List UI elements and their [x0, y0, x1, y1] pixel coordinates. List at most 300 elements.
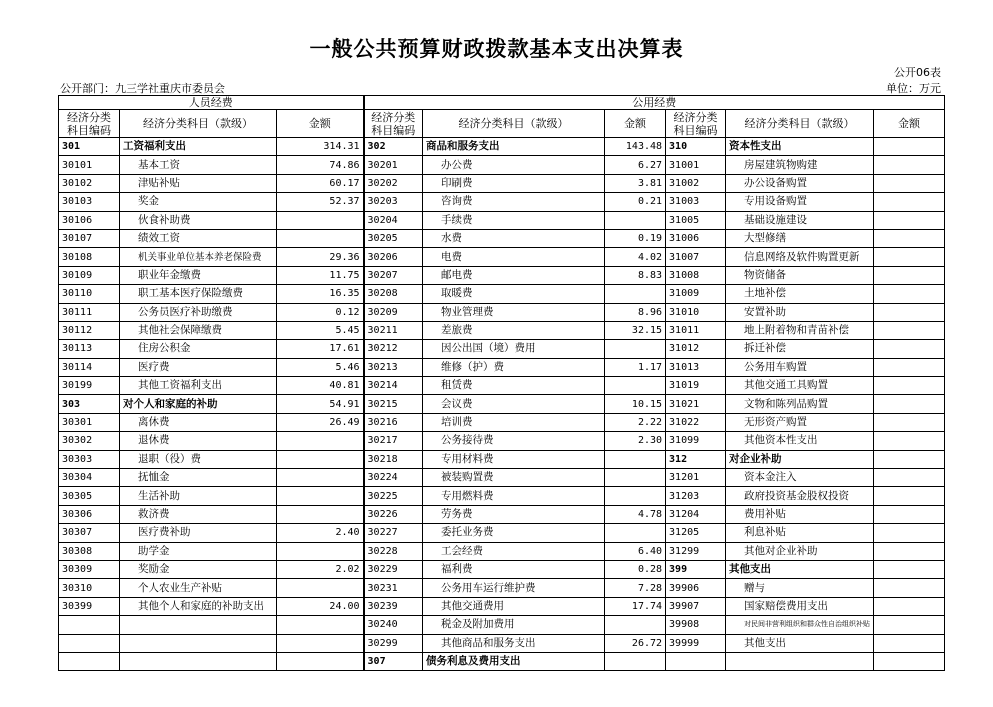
item-code: 310: [666, 138, 726, 156]
item-name: 抚恤金: [120, 469, 277, 487]
table-row: [59, 358, 945, 376]
table-row: [59, 487, 945, 505]
item-name: 水费: [423, 229, 605, 247]
item-name: [120, 634, 277, 652]
item-code: 30109: [59, 266, 120, 284]
item-name: 利息补贴: [726, 524, 874, 542]
item-name: 资本性支出: [726, 138, 874, 156]
item-amount: 0.28: [605, 560, 666, 578]
item-name: 其他工资福利支出: [120, 377, 277, 395]
item-amount: 11.75: [277, 266, 364, 284]
item-name: 专用材料费: [423, 450, 605, 468]
item-amount: 26.72: [605, 634, 666, 652]
item-code: 30228: [364, 542, 423, 560]
item-amount: [874, 450, 945, 468]
table-row: [59, 579, 945, 597]
item-code: 30301: [59, 413, 120, 431]
item-amount: 2.22: [605, 413, 666, 431]
item-name: 委托业务费: [423, 524, 605, 542]
item-name: 职工基本医疗保险缴费: [120, 285, 277, 303]
table-row: [59, 597, 945, 615]
item-amount: [874, 156, 945, 174]
item-name: 信息网络及软件购置更新: [726, 248, 874, 266]
item-amount: [277, 505, 364, 523]
item-amount: [277, 211, 364, 229]
item-code: 30217: [364, 432, 423, 450]
item-name: 国家赔偿费用支出: [726, 597, 874, 615]
item-amount: [874, 413, 945, 431]
item-name: 医疗费: [120, 358, 277, 376]
item-name: 其他交通费用: [423, 597, 605, 615]
item-amount: 6.27: [605, 156, 666, 174]
table-row: [59, 321, 945, 339]
item-name: 退休费: [120, 432, 277, 450]
item-amount: [874, 285, 945, 303]
item-code: 31299: [666, 542, 726, 560]
item-code: 307: [364, 652, 423, 670]
table-row: [59, 285, 945, 303]
item-code: 30310: [59, 579, 120, 597]
item-amount: 4.02: [605, 248, 666, 266]
item-code: 31009: [666, 285, 726, 303]
item-code: 30308: [59, 542, 120, 560]
item-code: 30304: [59, 469, 120, 487]
item-name: 医疗费补助: [120, 524, 277, 542]
item-amount: [277, 616, 364, 634]
table-row: [59, 138, 945, 156]
item-amount: 8.96: [605, 303, 666, 321]
item-amount: [874, 597, 945, 615]
unit-label: 单位：万元: [886, 82, 941, 95]
item-name: 离休费: [120, 413, 277, 431]
item-name: 维修（护）费: [423, 358, 605, 376]
expenditure-table: [58, 95, 945, 671]
item-code: 301: [59, 138, 120, 156]
item-code: 303: [59, 395, 120, 413]
item-code: 31010: [666, 303, 726, 321]
item-amount: [277, 652, 364, 670]
item-name: 会议费: [423, 395, 605, 413]
item-name: 基础设施建设: [726, 211, 874, 229]
item-code: 30399: [59, 597, 120, 615]
form-number: 公开06表: [894, 66, 941, 79]
item-name: 其他交通工具购置: [726, 377, 874, 395]
item-code: 30231: [364, 579, 423, 597]
table-row: [59, 303, 945, 321]
item-amount: [874, 193, 945, 211]
item-code: 30206: [364, 248, 423, 266]
item-name: 物业管理费: [423, 303, 605, 321]
item-code: 30112: [59, 321, 120, 339]
item-name: 邮电费: [423, 266, 605, 284]
item-amount: [874, 340, 945, 358]
item-name: 伙食补助费: [120, 211, 277, 229]
item-code: 39908: [666, 616, 726, 634]
item-code: 31205: [666, 524, 726, 542]
item-code: 30113: [59, 340, 120, 358]
item-amount: [874, 652, 945, 670]
table-row: [59, 248, 945, 266]
item-name: 文物和陈列品购置: [726, 395, 874, 413]
item-amount: [874, 321, 945, 339]
item-name: 办公费: [423, 156, 605, 174]
item-amount: [605, 340, 666, 358]
item-name: 对民间非营利组织和群众性自治组织补贴: [726, 616, 874, 634]
item-code: 30307: [59, 524, 120, 542]
item-code: 30213: [364, 358, 423, 376]
item-name: 公务用车购置: [726, 358, 874, 376]
item-amount: 32.15: [605, 321, 666, 339]
item-code: 30201: [364, 156, 423, 174]
item-amount: [605, 487, 666, 505]
code-header: 经济分类科目编码: [666, 110, 726, 138]
item-amount: [605, 285, 666, 303]
item-name: 绩效工资: [120, 229, 277, 247]
item-amount: [605, 377, 666, 395]
item-code: 31001: [666, 156, 726, 174]
item-amount: 143.48: [605, 138, 666, 156]
table-row: [59, 524, 945, 542]
item-amount: 60.17: [277, 174, 364, 192]
item-amount: 52.37: [277, 193, 364, 211]
item-amount: [277, 432, 364, 450]
item-amount: [874, 505, 945, 523]
item-name: 救济费: [120, 505, 277, 523]
item-code: 302: [364, 138, 423, 156]
item-code: 31011: [666, 321, 726, 339]
item-name: 咨询费: [423, 193, 605, 211]
item-code: 39907: [666, 597, 726, 615]
item-amount: [874, 266, 945, 284]
item-name: 电费: [423, 248, 605, 266]
item-name: 因公出国（境）费用: [423, 340, 605, 358]
amount-header: 金额: [605, 110, 666, 138]
item-amount: 26.49: [277, 413, 364, 431]
item-amount: 10.15: [605, 395, 666, 413]
item-code: 31204: [666, 505, 726, 523]
item-amount: [874, 469, 945, 487]
item-code: 31007: [666, 248, 726, 266]
item-amount: 17.74: [605, 597, 666, 615]
item-name: 无形资产购置: [726, 413, 874, 431]
item-name: 奖励金: [120, 560, 277, 578]
item-code: 31022: [666, 413, 726, 431]
item-name: 工资福利支出: [120, 138, 277, 156]
item-code: 31005: [666, 211, 726, 229]
item-name: 住房公积金: [120, 340, 277, 358]
item-code: 30216: [364, 413, 423, 431]
item-code: 30205: [364, 229, 423, 247]
code-header: 经济分类科目编码: [364, 110, 423, 138]
item-amount: 29.36: [277, 248, 364, 266]
item-code: 31099: [666, 432, 726, 450]
item-name: 手续费: [423, 211, 605, 229]
item-code: 30303: [59, 450, 120, 468]
item-amount: 314.31: [277, 138, 364, 156]
item-name: 奖金: [120, 193, 277, 211]
item-name: 安置补助: [726, 303, 874, 321]
table-row: [59, 542, 945, 560]
item-amount: [874, 358, 945, 376]
table-row: [59, 616, 945, 634]
item-code: 31201: [666, 469, 726, 487]
item-name: 资本金注入: [726, 469, 874, 487]
table-row: [59, 560, 945, 578]
item-code: 30101: [59, 156, 120, 174]
item-name: 印刷费: [423, 174, 605, 192]
item-name: 赠与: [726, 579, 874, 597]
item-amount: [874, 303, 945, 321]
item-code: 30212: [364, 340, 423, 358]
item-name: [120, 616, 277, 634]
item-code: 30240: [364, 616, 423, 634]
item-code: 31003: [666, 193, 726, 211]
item-amount: [874, 432, 945, 450]
item-name: 公务接待费: [423, 432, 605, 450]
item-name: 取暖费: [423, 285, 605, 303]
item-name: 地上附着物和青苗补偿: [726, 321, 874, 339]
item-name: [120, 652, 277, 670]
item-name: 助学金: [120, 542, 277, 560]
table-row: [59, 395, 945, 413]
item-amount: [605, 524, 666, 542]
item-code: 31013: [666, 358, 726, 376]
item-amount: [874, 487, 945, 505]
item-amount: [874, 634, 945, 652]
item-code: 30302: [59, 432, 120, 450]
department-label: 公开部门：九三学社重庆市委员会: [60, 82, 225, 95]
item-amount: [605, 652, 666, 670]
item-code: 30110: [59, 285, 120, 303]
item-name: 工会经费: [423, 542, 605, 560]
item-name: 劳务费: [423, 505, 605, 523]
item-code: 39906: [666, 579, 726, 597]
item-code: 30305: [59, 487, 120, 505]
item-code: 30215: [364, 395, 423, 413]
item-name: 职业年金缴费: [120, 266, 277, 284]
item-code: 30224: [364, 469, 423, 487]
item-name: 物资储备: [726, 266, 874, 284]
item-name: 其他个人和家庭的补助支出: [120, 597, 277, 615]
item-amount: [277, 487, 364, 505]
item-code: [666, 652, 726, 670]
item-amount: 2.40: [277, 524, 364, 542]
table-row: [59, 432, 945, 450]
table-row: [59, 174, 945, 192]
item-name: 其他资本性支出: [726, 432, 874, 450]
item-name: 专用设备购置: [726, 193, 874, 211]
item-code: 30114: [59, 358, 120, 376]
table-row: [59, 413, 945, 431]
item-amount: 4.78: [605, 505, 666, 523]
item-amount: 2.30: [605, 432, 666, 450]
item-amount: [874, 211, 945, 229]
item-amount: 16.35: [277, 285, 364, 303]
table-row: [59, 505, 945, 523]
item-amount: [277, 542, 364, 560]
item-name: 生活补助: [120, 487, 277, 505]
item-name: 大型修缮: [726, 229, 874, 247]
item-code: 31012: [666, 340, 726, 358]
item-amount: [874, 524, 945, 542]
table-row: [59, 340, 945, 358]
item-amount: [874, 395, 945, 413]
item-name: 基本工资: [120, 156, 277, 174]
header-column-row: [59, 110, 945, 138]
item-code: 30107: [59, 229, 120, 247]
item-code: 30203: [364, 193, 423, 211]
item-code: 30209: [364, 303, 423, 321]
page-title: 一般公共预算财政拨款基本支出决算表: [309, 36, 684, 61]
table-row: [59, 377, 945, 395]
table-row: [59, 266, 945, 284]
item-amount: [277, 229, 364, 247]
personnel-header: 人员经费: [59, 96, 364, 110]
item-code: 31019: [666, 377, 726, 395]
item-code: 399: [666, 560, 726, 578]
item-amount: [874, 616, 945, 634]
item-amount: [874, 229, 945, 247]
item-code: 30239: [364, 597, 423, 615]
table-row: [59, 211, 945, 229]
item-amount: [605, 616, 666, 634]
item-name: 其他社会保障缴费: [120, 321, 277, 339]
item-amount: 1.17: [605, 358, 666, 376]
item-name: 对企业补助: [726, 450, 874, 468]
item-amount: [874, 377, 945, 395]
item-amount: [605, 450, 666, 468]
header-group-row: [59, 96, 945, 110]
item-name: 税金及附加费用: [423, 616, 605, 634]
item-code: 30214: [364, 377, 423, 395]
table-row: [59, 193, 945, 211]
item-amount: [277, 469, 364, 487]
table-row: [59, 229, 945, 247]
item-code: 39999: [666, 634, 726, 652]
item-amount: 5.45: [277, 321, 364, 339]
item-code: 30106: [59, 211, 120, 229]
item-name: 专用燃料费: [423, 487, 605, 505]
code-header: 经济分类科目编码: [59, 110, 120, 138]
table-row: [59, 634, 945, 652]
item-name: 机关事业单位基本养老保险费: [120, 248, 277, 266]
item-code: 30299: [364, 634, 423, 652]
item-amount: [277, 579, 364, 597]
item-amount: 7.28: [605, 579, 666, 597]
item-amount: 40.81: [277, 377, 364, 395]
item-name: 其他支出: [726, 560, 874, 578]
name-header: 经济分类科目（款级）: [726, 110, 874, 138]
item-name: 其他商品和服务支出: [423, 634, 605, 652]
amount-header: 金额: [277, 110, 364, 138]
item-code: 30204: [364, 211, 423, 229]
item-code: [59, 634, 120, 652]
item-code: [59, 616, 120, 634]
item-amount: 74.86: [277, 156, 364, 174]
item-code: 30229: [364, 560, 423, 578]
item-name: 公务员医疗补助缴费: [120, 303, 277, 321]
item-name: 债务利息及费用支出: [423, 652, 605, 670]
item-code: 30199: [59, 377, 120, 395]
item-code: 30103: [59, 193, 120, 211]
item-code: 30208: [364, 285, 423, 303]
item-name: 被装购置费: [423, 469, 605, 487]
item-name: 津贴补贴: [120, 174, 277, 192]
name-header: 经济分类科目（款级）: [423, 110, 605, 138]
item-name: 房屋建筑物购建: [726, 156, 874, 174]
item-name: 培训费: [423, 413, 605, 431]
item-name: 租赁费: [423, 377, 605, 395]
item-code: 31002: [666, 174, 726, 192]
item-name: 土地补偿: [726, 285, 874, 303]
item-code: 31203: [666, 487, 726, 505]
item-amount: 0.19: [605, 229, 666, 247]
item-amount: [874, 138, 945, 156]
item-name: [726, 652, 874, 670]
item-amount: 0.12: [277, 303, 364, 321]
item-code: 30306: [59, 505, 120, 523]
item-amount: 3.81: [605, 174, 666, 192]
item-code: 31008: [666, 266, 726, 284]
item-code: 30111: [59, 303, 120, 321]
item-amount: 5.46: [277, 358, 364, 376]
item-amount: [874, 579, 945, 597]
item-name: 拆迁补偿: [726, 340, 874, 358]
item-amount: [874, 248, 945, 266]
item-amount: [277, 634, 364, 652]
item-amount: 2.02: [277, 560, 364, 578]
item-amount: [605, 469, 666, 487]
item-amount: 54.91: [277, 395, 364, 413]
item-code: 30309: [59, 560, 120, 578]
item-code: 30102: [59, 174, 120, 192]
item-code: 30202: [364, 174, 423, 192]
item-name: 其他支出: [726, 634, 874, 652]
item-name: 个人农业生产补贴: [120, 579, 277, 597]
item-amount: 8.83: [605, 266, 666, 284]
item-name: 费用补贴: [726, 505, 874, 523]
item-amount: [277, 450, 364, 468]
table-row: [59, 652, 945, 670]
table-row: [59, 450, 945, 468]
item-code: 30207: [364, 266, 423, 284]
item-name: 政府投资基金股权投资: [726, 487, 874, 505]
table-row: [59, 469, 945, 487]
item-code: 31006: [666, 229, 726, 247]
item-code: 30226: [364, 505, 423, 523]
item-code: 30225: [364, 487, 423, 505]
item-amount: [874, 542, 945, 560]
item-name: 公务用车运行维护费: [423, 579, 605, 597]
table-row: [59, 156, 945, 174]
item-code: 312: [666, 450, 726, 468]
name-header: 经济分类科目（款级）: [120, 110, 277, 138]
item-name: 其他对企业补助: [726, 542, 874, 560]
item-code: 30218: [364, 450, 423, 468]
item-code: 31021: [666, 395, 726, 413]
item-name: 商品和服务支出: [423, 138, 605, 156]
item-name: 福利费: [423, 560, 605, 578]
public-header: 公用经费: [364, 96, 945, 110]
item-amount: 6.40: [605, 542, 666, 560]
item-name: 办公设备购置: [726, 174, 874, 192]
item-code: 30227: [364, 524, 423, 542]
item-code: 30108: [59, 248, 120, 266]
item-name: 对个人和家庭的补助: [120, 395, 277, 413]
item-name: 差旅费: [423, 321, 605, 339]
item-amount: [874, 174, 945, 192]
item-amount: 24.00: [277, 597, 364, 615]
